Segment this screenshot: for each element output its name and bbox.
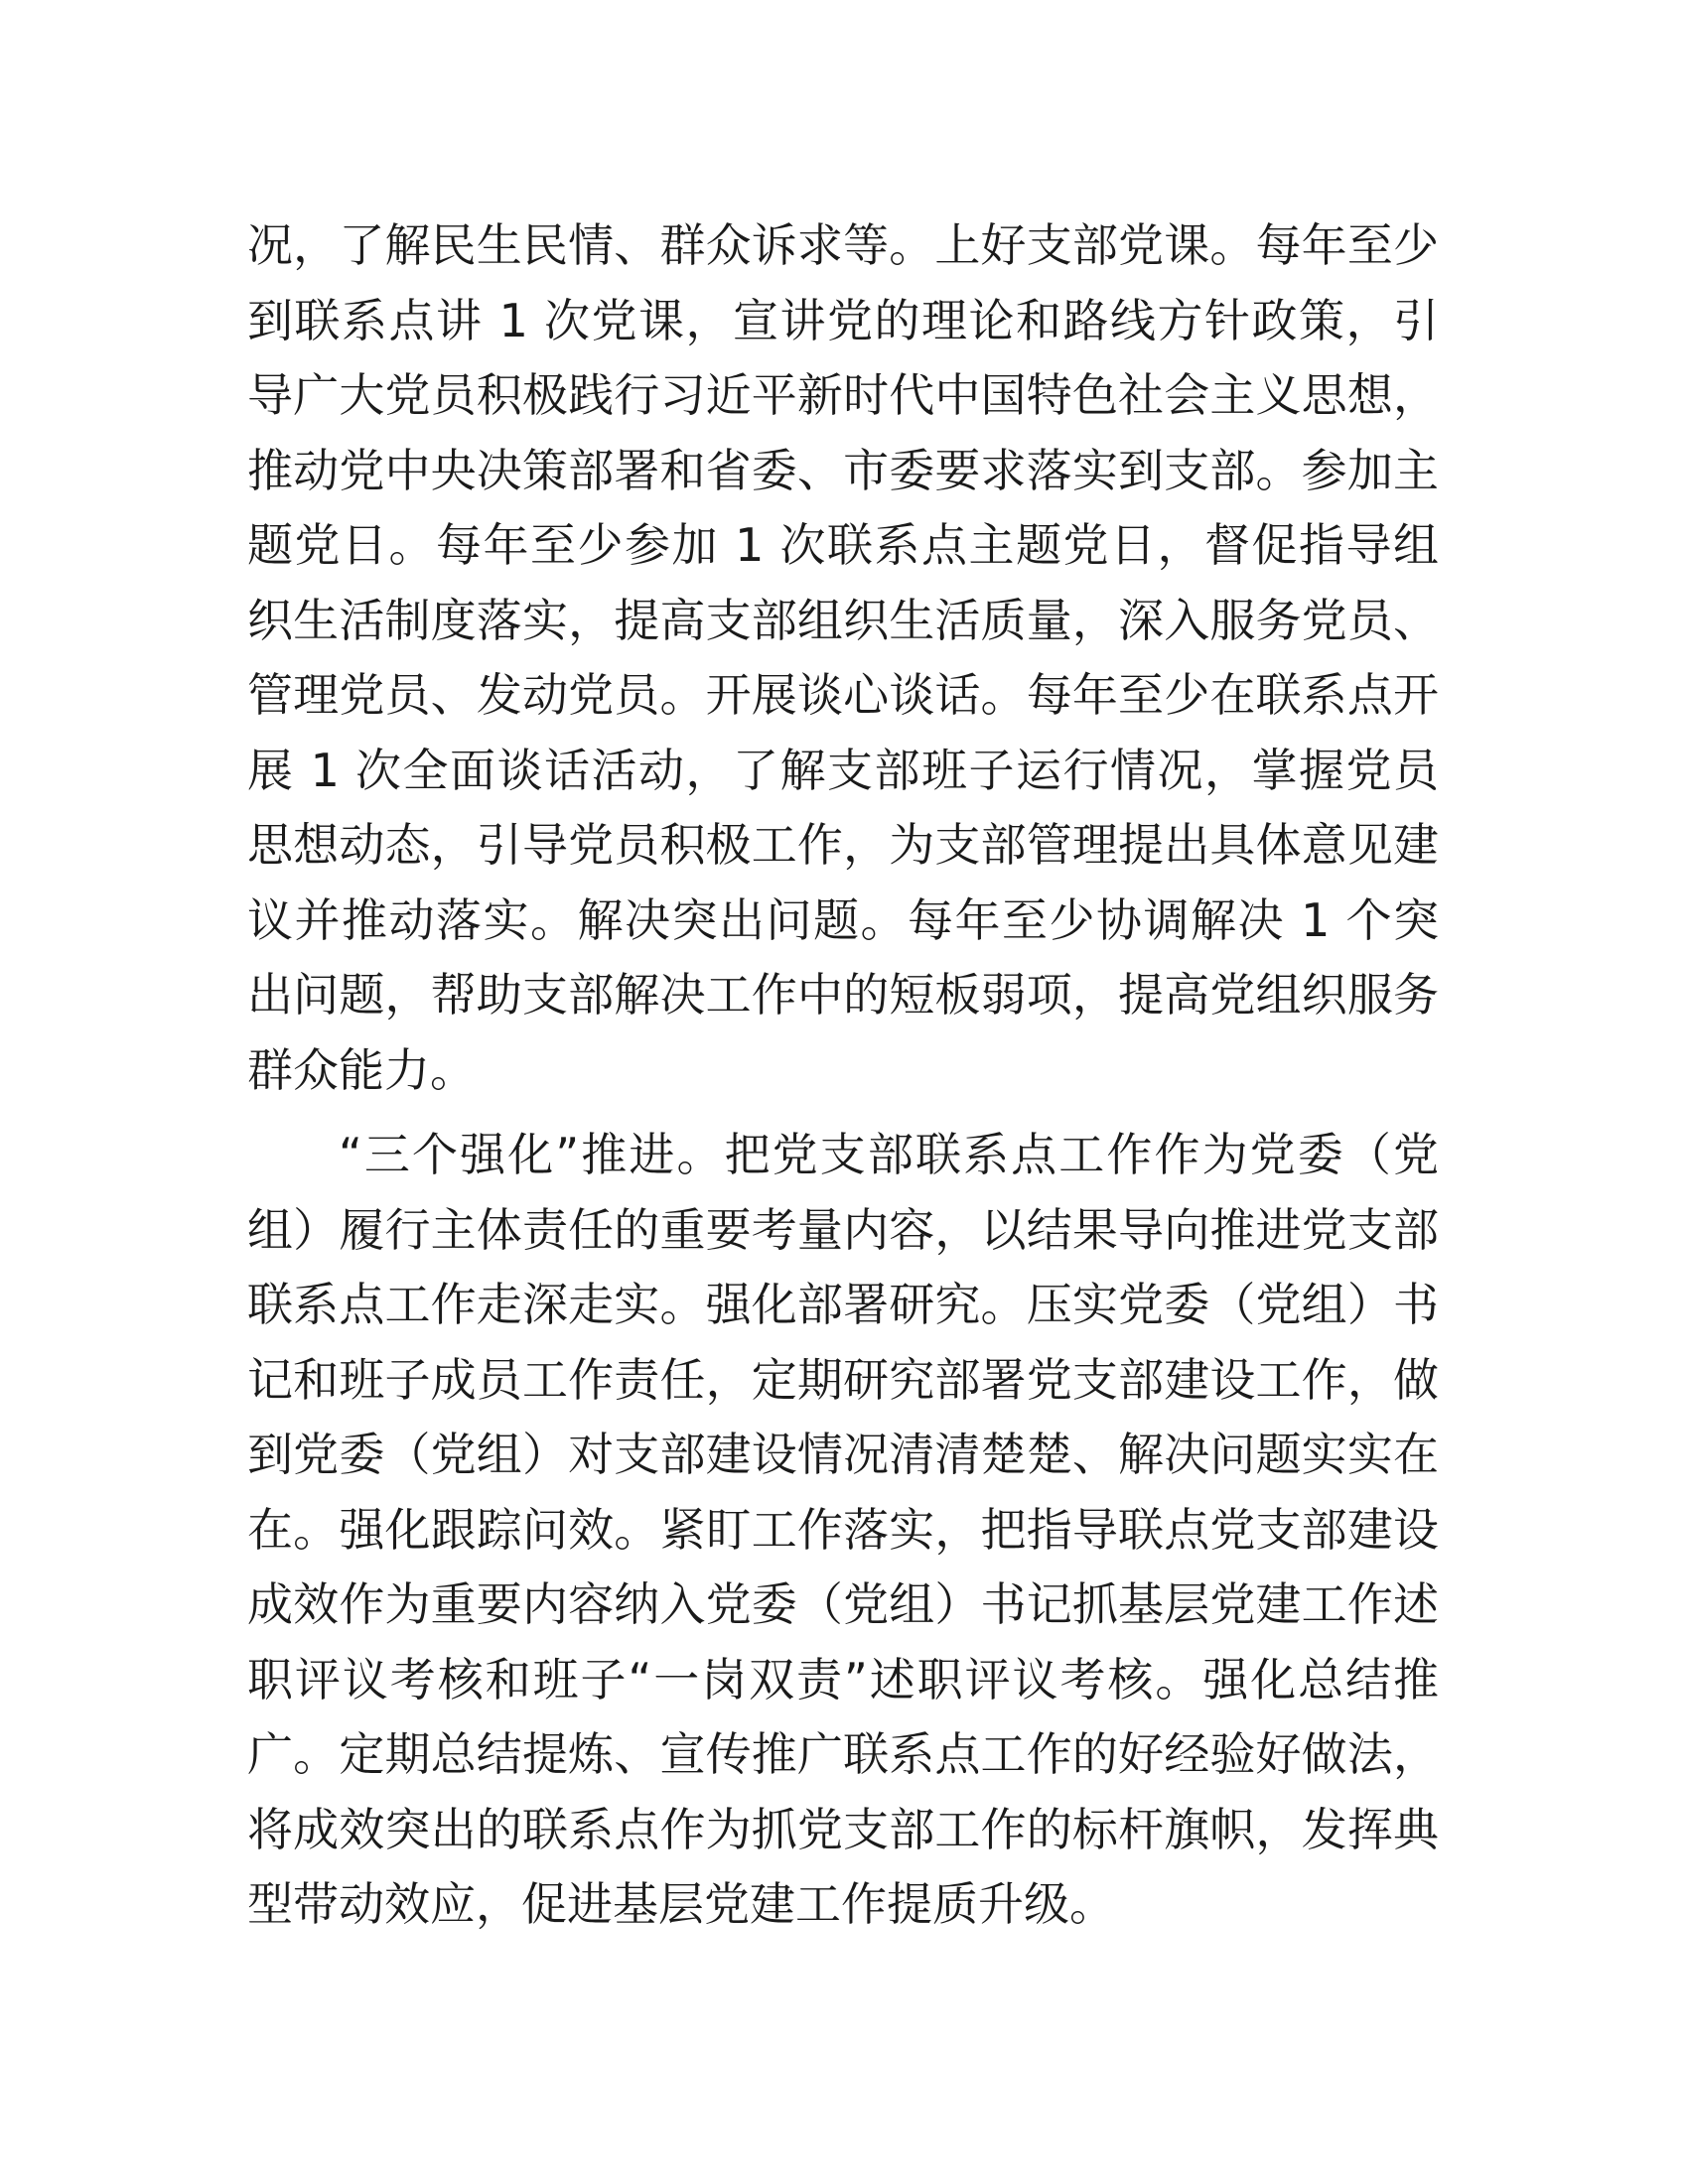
paragraph-continued: 况，了解民生民情、群众诉求等。上好支部党课。每年至少到联系点讲 1 次党课，宣讲党的理论和路线方针政策，引导广大党员积极践行习近平新时代中国特色社会主义思想，推动党中央决策部署和省委、市委要求落实到支部。参加主题党日。每年至少参加 1 次联系点主题党日，督促指导组织生活制度落实，提高支部组织生活质量，深入服务党员、管理党员、发动党员。开展谈心谈话。每年至少在联系点开展 1 次全面谈话活动，了解支部班子运行情况，掌握党员思想动态，引导党员积极工作，为支部管理提出具体意见建议并推动落实。解决突出问题。每年至少协调解决 1 个突出问题，帮助支部解决工作中的短板弱项，提高党组织服务群众能力。 — [247, 218, 1439, 1097]
document-body — [247, 208, 1439, 1943]
paragraph-three-strengthenings: “三个强化”推进。把党支部联系点工作作为党委（党组）履行主体责任的重要考量内容，以结果导向推进党支部联系点工作走深走实。强化部署研究。压实党委（党组）书记和班子成员工作责任，定期研究部署党支部建设工作，做到党委（党组）对支部建设情况清清楚楚、解决问题实实在在。强化跟踪问效。紧盯工作落实，把指导联点党支部建设成效作为重要内容纳入党委（党组）书记抓基层党建工作述职评议考核和班子“一岗双责”述职评议考核。强化总结推广。定期总结提炼、宣传推广联系点工作的好经验好做法，将成效突出的联系点作为抓党支部工作的标杆旗帜，发挥典型带动效应，促进基层党建工作提质升级。 — [247, 1128, 1439, 1931]
